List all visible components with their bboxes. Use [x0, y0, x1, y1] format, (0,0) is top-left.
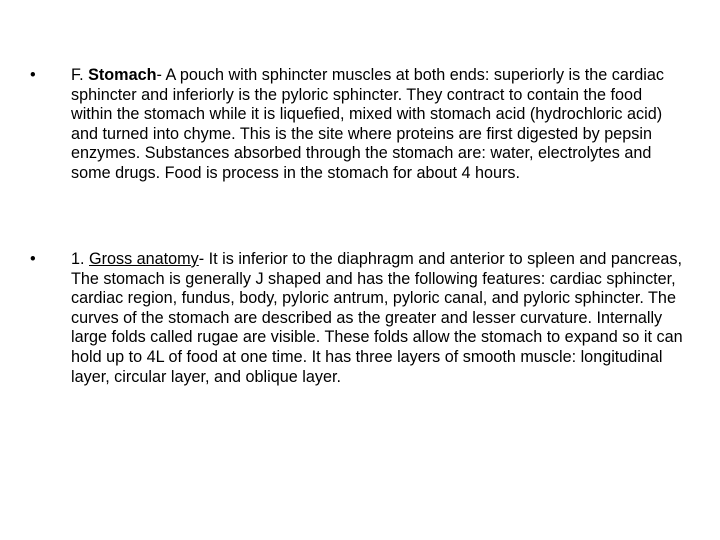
term-gross-anatomy: Gross anatomy: [89, 250, 199, 268]
bullet-prefix: 1.: [71, 250, 89, 268]
term-stomach: Stomach: [88, 66, 157, 84]
bullet-prefix: F.: [71, 66, 89, 84]
bullet-marker: •: [30, 66, 36, 84]
bullet-text-gross-anatomy: [71, 250, 683, 387]
bullet-text-stomach: [71, 66, 683, 184]
stomach-description: - A pouch with sphincter muscles at both ends: superiorly is the cardiac sphincter and inferiorly is the pyloric sphincter. They contract to contain the food within the stomach while it is liquefied, mixed with stomach acid (hydrochloric acid) and turned into chyme. This is the site where proteins are first digested by pepsin enzymes. Substances absorbed through the stomach are: water, electrolytes and some drugs. Food is process in the stomach for about 4 hours.: [71, 66, 664, 182]
gross-anatomy-description: - It is inferior to the diaphragm and anterior to spleen and pancreas, The stomach is generally J shaped and has the following features: cardiac sphincter, cardiac region, fundus, body, pyloric antrum, pyloric canal, and pyloric sphincter. The curves of the stomach are described as the greater and lesser curvature. Internally large folds called rugae are visible. These folds allow the stomach to expand so it can hold up to 4L of food at one time. It has three layers of smooth muscle: longitudinal layer, circular layer, and oblique layer.: [71, 250, 683, 386]
bullet-marker: •: [30, 250, 36, 268]
